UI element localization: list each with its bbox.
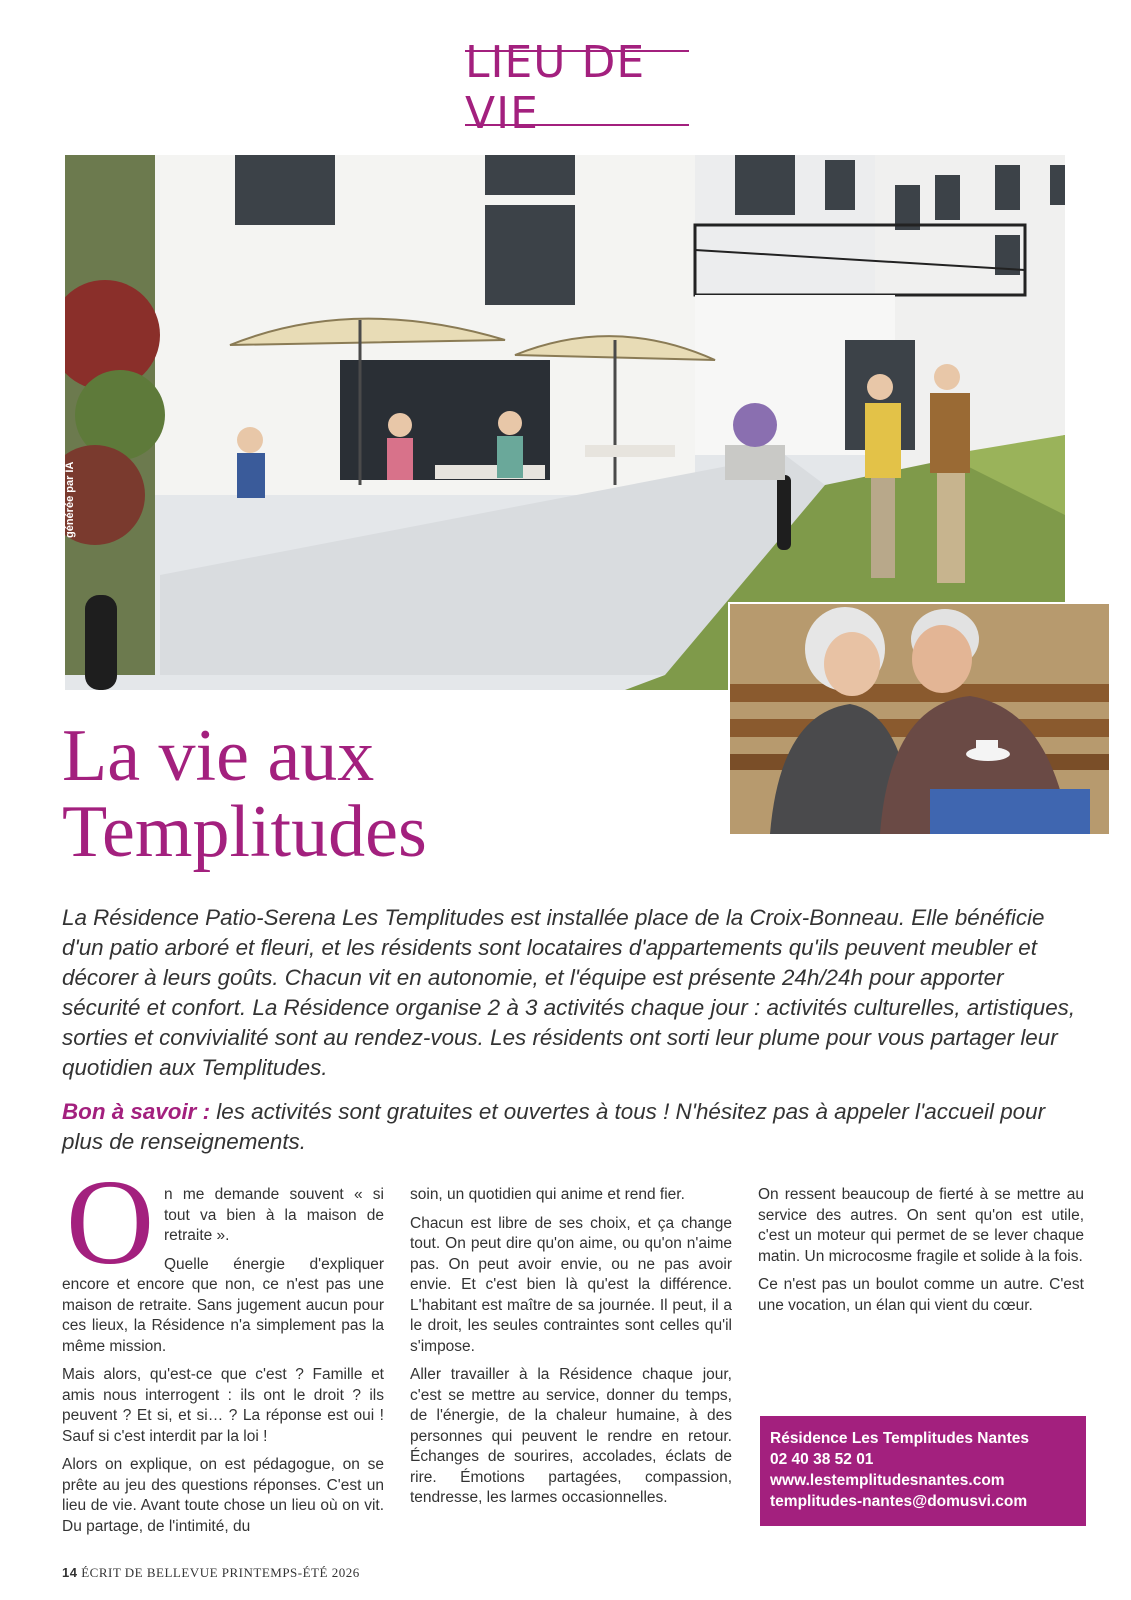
page-number: 14 [62,1565,78,1580]
paragraph: On ressent beaucoup de fierté à se mettre au service des autres. On sent qu'on est utile, c'est un moteur qui permet de se lever chaque matin. Un microcosme fragile et solide à la fois. [758,1186,1084,1265]
contact-website-link[interactable]: www.lestemplitudesnantes.com [770,1472,1005,1489]
paragraph: Quelle énergie d'expliquer encore et encore que non, ce n'est pas une maison de retraite. Sans jugement aucun pour ces lieux, la Résidence n'a simplement pas la même mission. [62,1255,384,1355]
paragraph: Mais alors, qu'est-ce que c'est ? Famille et amis nous interrogent : ils ont le droit ? ils peuvent ? Et si, et si… ? La réponse est oui ! Sauf si c'est interdit par la loi ! [62,1366,384,1445]
drop-cap: O [65,1155,155,1290]
headline-line-2: Templitudes [62,791,427,873]
tip-label: Bon à savoir : [62,1099,211,1124]
paragraph: soin, un quotidien qui anime et rend fier. [410,1186,685,1203]
contact-email-link[interactable]: templitudes-nantes@domusvi.com [770,1493,1028,1510]
article-intro: La Résidence Patio-Serena Les Templitudes est installée place de la Croix-Bonneau. Elle bénéficie d'un patio arboré et fleuri, et les résidents sont locataires d'appartements qu'ils peuvent meubler et décorer à leurs goûts. Chacun vit en autonomie, et l'équipe est présente 24h/24h pour apporter sécurité et confort. La Résidence organise 2 à 3 activités chaque jour : activités culturelles, artistiques, sorties et convivialité sont au rendez-vous. Les résidents ont sorti leur plume pour vous partager leur quotidien aux Templitudes. [62,905,1076,1080]
ai-credit-text: générée par IA [64,461,76,538]
couple-photo [728,602,1111,836]
publication-name: ÉCRIT DE BELLEVUE PRINTEMPS-ÉTÉ 2026 [81,1565,360,1580]
contact-phone[interactable]: 02 40 38 52 01 [770,1451,874,1468]
tip-paragraph [62,1097,1087,1157]
headline-line-1: La vie aux [62,715,375,797]
contact-box [760,1416,1086,1526]
article-column-2 [410,1185,732,1517]
article-column-3 [758,1185,1084,1324]
paragraph: n me demande souvent « si tout va bien à la maison de retraite ». [164,1186,384,1244]
ai-credit [62,430,80,540]
paragraph: Aller travailler à la Résidence chaque jour, c'est se mettre au service, donner du temps, de l'énergie, de la chaleur humaine, à des personnes qui peuvent le rendre en retour. Échanges de sourires, accolades, éclats de rire. Émotions partagées, compassion, tendresse, les larmes occasionnelles. [410,1366,732,1506]
section-title: LIEU DE VIE [465,37,646,139]
article-column-1 [62,1155,384,1545]
page-footer [62,1565,360,1581]
tip-text: les activités sont gratuites et ouvertes à tous ! N'hésitez pas à appeler l'accueil pour plus de renseignements. [62,1099,1046,1154]
section-header [465,37,689,139]
contact-name: Résidence Les Templitudes Nantes [770,1430,1029,1447]
paragraph: Chacun est libre de ses choix, et ça change tout. On peut dire qu'on aime, ou qu'on n'aime pas. On peut avoir envie, ou ne pas avoir envie. Et c'est bien là qu'est la différence. L'habitant est maître de sa journée. Il peut, il a le droit, les seules contraintes sont celles qu'il s'impose. [410,1214,732,1355]
paragraph: Ce n'est pas un boulot comme un autre. C'est une vocation, un élan qui vient du cœur. [758,1276,1084,1314]
paragraph: Alors on explique, on est pédagogue, on se prête au jeu des questions réponses. C'est un lieu de vie. Avant toute chose un lieu où on vit. Du partage, de l'intimité, du [62,1456,384,1535]
article-headline [62,715,702,873]
senior-couple-image [730,604,1109,834]
